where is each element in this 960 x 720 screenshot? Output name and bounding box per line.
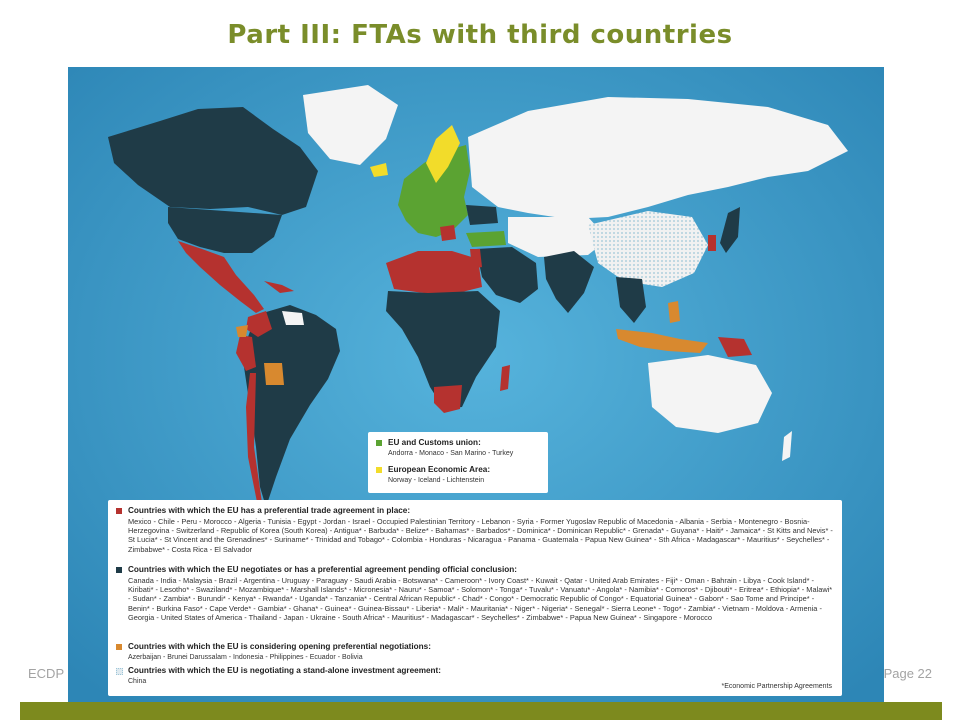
ukraine-shape (466, 205, 498, 225)
legend-eu-eea (368, 432, 548, 493)
legend-considering-heading: Countries with which the EU is considering opening preferential negotiations: (128, 642, 431, 651)
bottom-bar (20, 702, 942, 720)
green-swatch (376, 440, 382, 446)
page-number: Page 22 (883, 666, 932, 681)
turkey-shape (466, 231, 506, 247)
philippines-shape (668, 301, 680, 323)
hatched-swatch (116, 668, 123, 675)
yellow-swatch (376, 467, 382, 473)
legend-in-place-countries: Mexico - Chile - Peru - Morocco - Algeria - Tunisia - Egypt - Jordan - Israel - Occupied Palestinian Territory - Lebanon - Syria - Former Yugoslav Republic of Macedonia - Albania - Serbia - Montenegro - Bosnia-Herzegovina - Switzerland - Republic of Korea (South Korea) - Antigua* - Barbuda* - Belize* - Bahamas* - Barbados* - Dominica* - Dominican Republic* - Grenada* - Guyana* - Haiti* - Jamaica* - St Kitts and Nevis* - St Lucia* - St Vincent and the Grenadines* - Suriname* - Trinidad and Tobago* - Colombia - Honduras - Nicaragua - Panama - Guatemala - Papua New Guinea* - Sth Africa - Madagascar* - Mauritius* - Seychelles* - Zimbabwe* - Costa Rica - El Salvador (128, 517, 833, 554)
balkans-shape (440, 225, 456, 241)
footer-left: ECDP (28, 666, 65, 681)
legend-negotiates-heading: Countries with which the EU negotiates or has a preferential agreement pending official conclusion: (128, 565, 517, 574)
dark-swatch (116, 567, 122, 573)
legend-eea-heading: European Economic Area: (388, 465, 491, 474)
ecuador-shape (236, 325, 248, 337)
legend-investment-heading: Countries with which the EU is negotiating a stand-alone investment agreement: (128, 666, 441, 675)
epa-footnote: *Economic Partnership Agreements (721, 683, 832, 690)
red-swatch (116, 508, 122, 514)
korea-shape (708, 235, 716, 251)
legend-negotiates-countries: Canada - India - Malaysia - Brazil - Argentina - Uruguay - Paraguay - Saudi Arabia - Botswana* - Cameroon* - Ivory Coast* - Kuwait - Qatar - United Arab Emirates - Fiji* - Oman - Bahrain - Libya - Cook Island* - Kiribati* - Lesotho* - Swaziland* - Mozambique* - Marshall Islands* - Micronesia* - Nauru* - Samoa* - Solomon* - Tonga* - Tuvalu* - Vanuatu* - Angola* - Namibia* - Comoros* - Djibouti* - Eritrea* - Ethiopia* - Malawi* - Sudan* - Zambia* - Burundi* - Kenya* - Rwanda* - Uganda* - Tanzania* - Central African Republic* - Chad* - Congo* - Democratic Republic of Congo* - Equatorial Guinea* - Gabon* - Sao Tome and Principe* - Benin* - Burkina Faso* - Cape Verde* - Gambia* - Ghana* - Guinea* - Guinea-Bissau* - Liberia* - Mali* - Mauritania* - Niger* - Nigeria* - Senegal* - Sierra Leone* - Togo* - Zambia* - Vietnam - Moldova - Armenia - Georgia - United States of America - Thailand - Japan - Ukraine - South Africa* - Mauritius* - Madagascar* - Seychelles* - Zimbabwe* - Papua New Guinea* - Singapore - Morocco (128, 576, 833, 622)
legend-eea-countries: Norway - Iceland - Lichtenstein (388, 477, 485, 484)
legend-considering-countries: Azerbaijan - Brunei Darussalam - Indonesia - Philippines - Ecuador - Bolivia (128, 654, 363, 661)
slide-title: Part III: FTAs with third countries (227, 20, 733, 50)
bolivia-shape (264, 363, 284, 385)
orange-swatch (116, 644, 122, 650)
legend-in-place-heading: Countries with which the EU has a preferential trade agreement in place: (128, 506, 411, 515)
legend-agreements (108, 500, 842, 696)
legend-eu-countries: Andorra - Monaco - San Marino - Turkey (388, 450, 514, 457)
legend-eu-heading: EU and Customs union: (388, 438, 481, 447)
legend-investment-countries: China (128, 678, 147, 685)
